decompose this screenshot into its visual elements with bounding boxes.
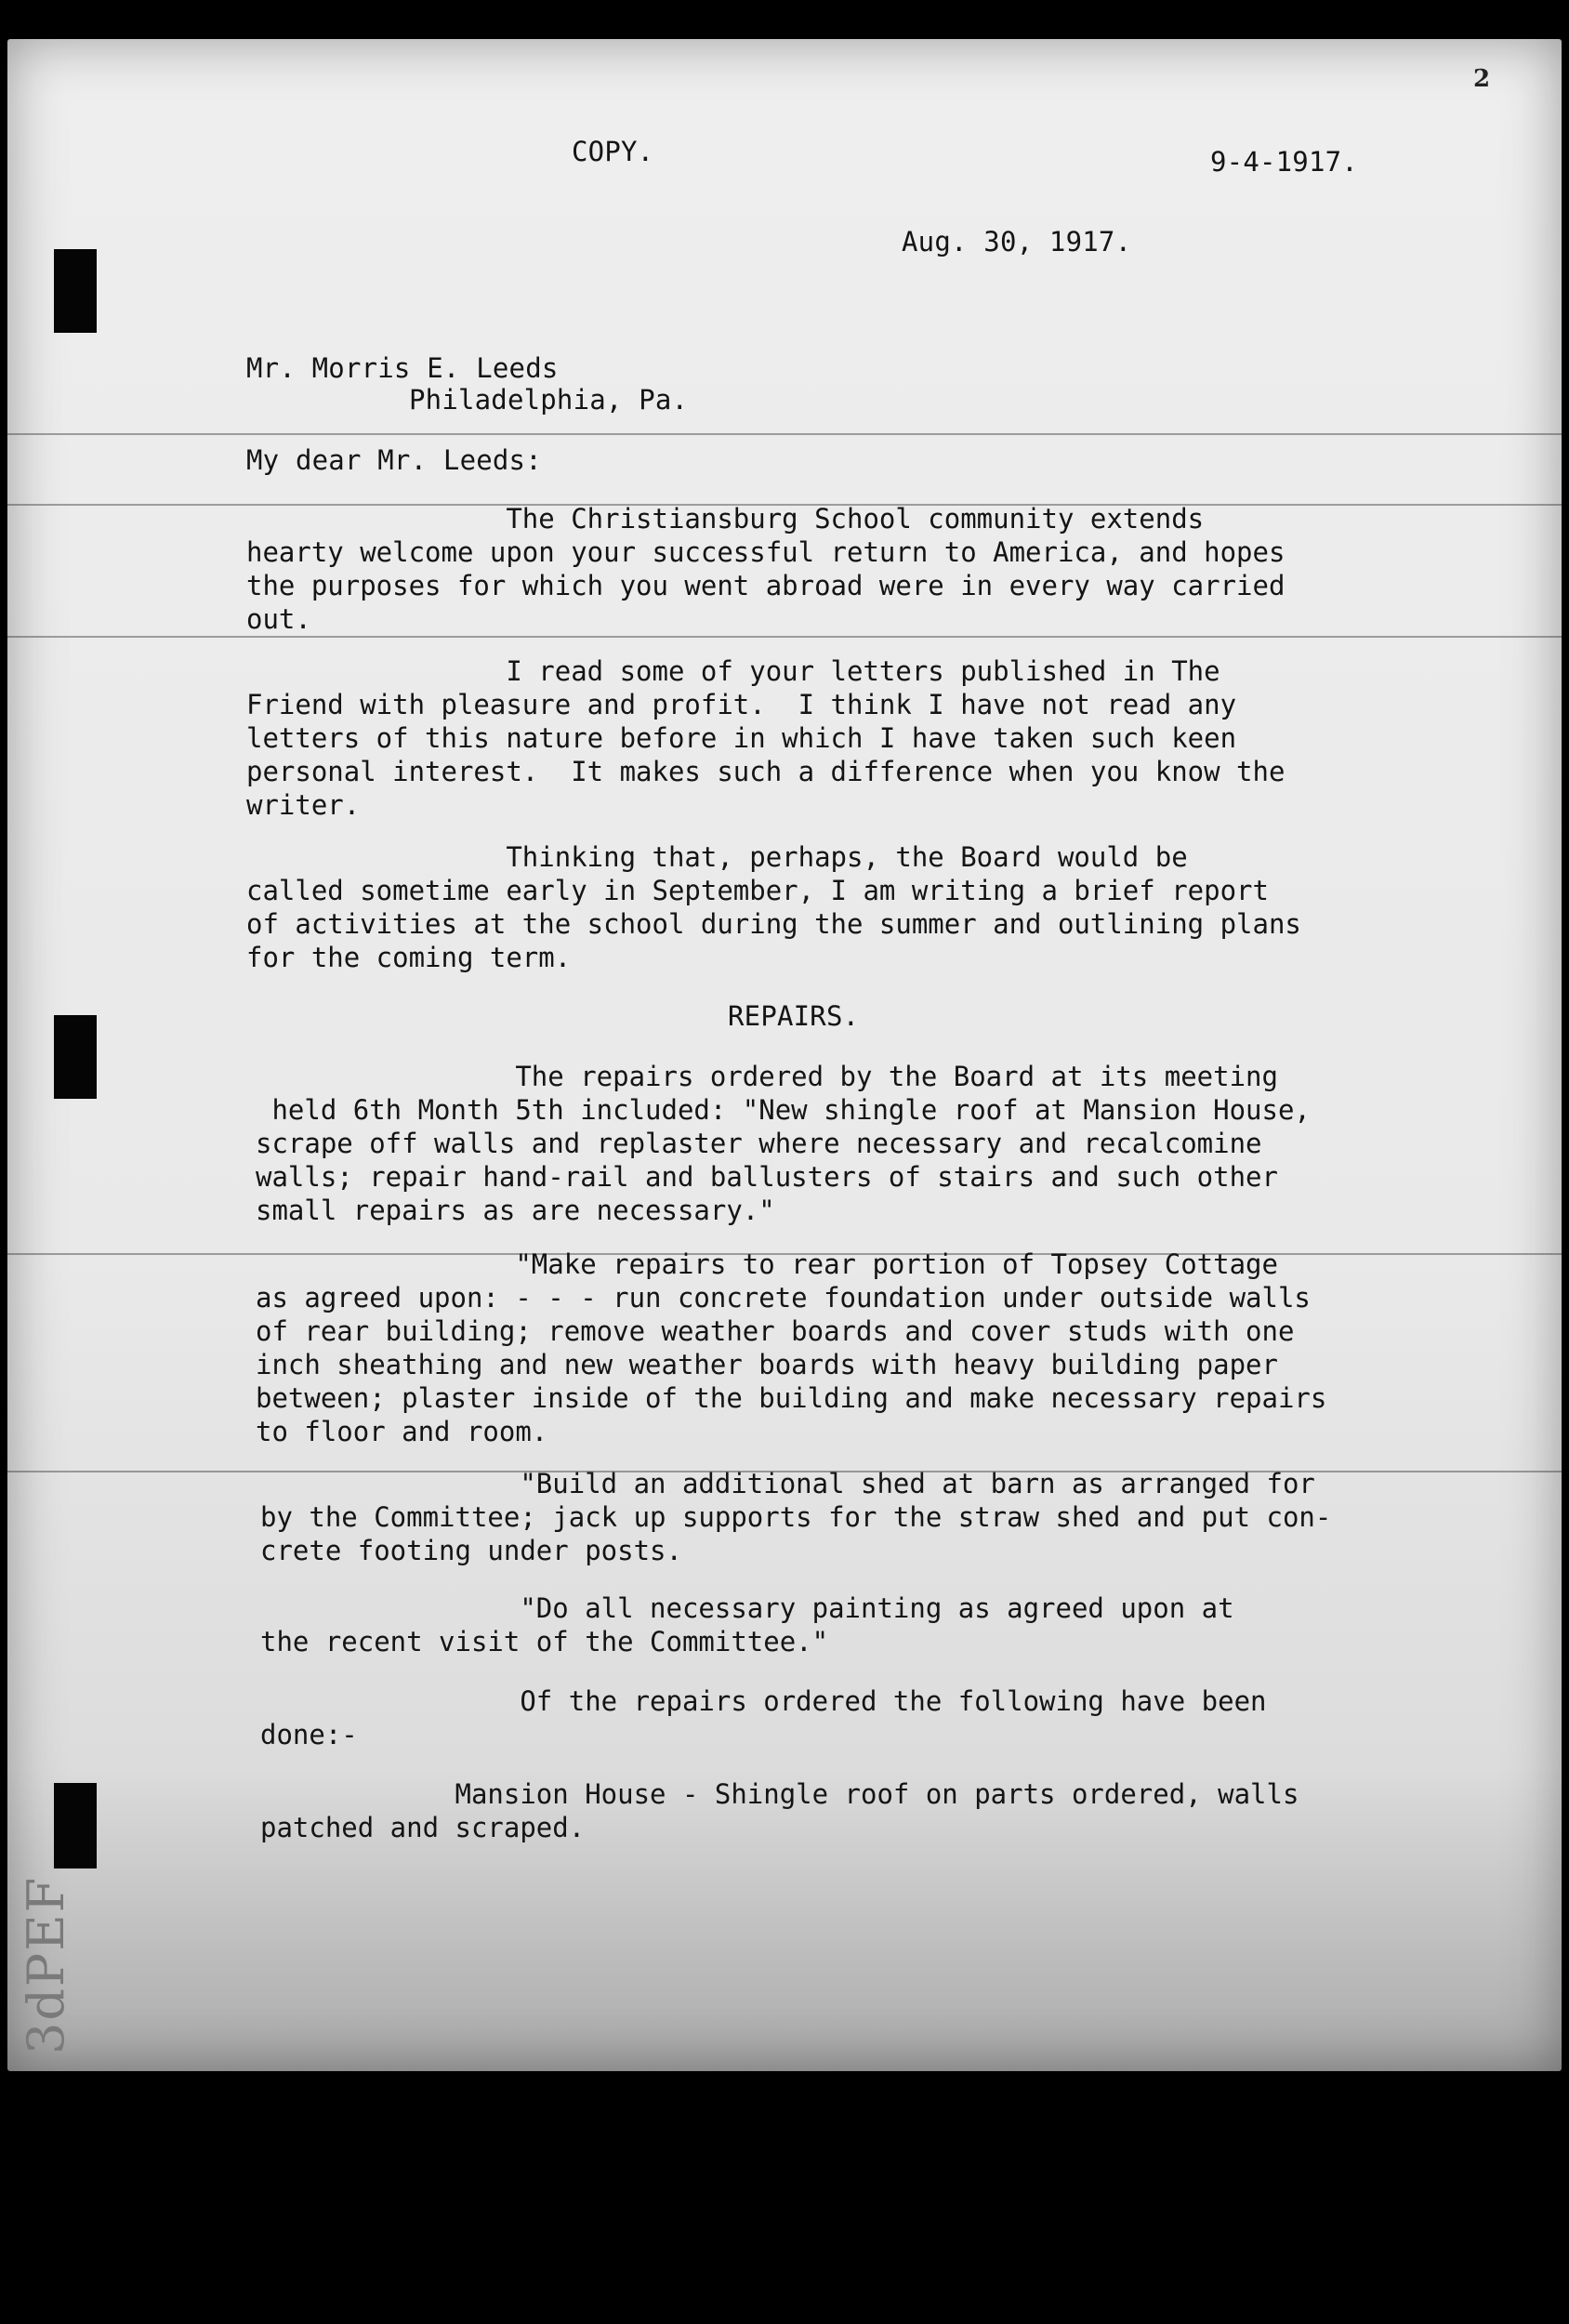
text-line: of activities at the school during the summer and outlining plans (246, 908, 1301, 940)
text-line: "Build an additional shed at barn as arranged for (260, 1468, 1315, 1499)
text-line: "Do all necessary painting as agreed upon at (260, 1592, 1234, 1624)
text-line: inch sheathing and new weather boards with heavy building paper (256, 1349, 1278, 1380)
text-line: called sometime early in September, I am writing a brief report (246, 875, 1269, 906)
text-line: between; plaster inside of the building and make necessary repairs (256, 1382, 1327, 1414)
paragraph-letters (246, 654, 1566, 822)
text-line: held 6th Month 5th included: "New shingle roof at Mansion House, (256, 1094, 1311, 1126)
text-line: small repairs as are necessary." (256, 1195, 775, 1226)
text-line: patched and scraped. (260, 1812, 586, 1843)
text-line: "Make repairs to rear portion of Topsey Cottage (256, 1248, 1278, 1280)
received-date: 9-4-1917. (1210, 146, 1358, 178)
salutation: My dear Mr. Leeds: (246, 444, 542, 476)
text-line: for the coming term. (246, 942, 572, 973)
paragraph-mansion-house (260, 1777, 1569, 1844)
text-line: Mansion House - Shingle roof on parts ordered, walls (260, 1778, 1299, 1810)
text-line: done:- (260, 1719, 358, 1750)
text-line: hearty welcome upon your successful return to America, and hopes (246, 536, 1286, 568)
page-number: 2 (1473, 65, 1491, 93)
document-page (7, 39, 1562, 2071)
paragraph-report (246, 840, 1566, 974)
text-line: personal interest. It makes such a difference when you know the (246, 756, 1286, 787)
text-line: writer. (246, 789, 361, 821)
text-line: the purposes for which you went abroad were in every way carried (246, 570, 1286, 601)
section-heading: REPAIRS. (728, 1000, 860, 1032)
paragraph-repairs-ordered (256, 1060, 1569, 1227)
archive-stamp: 3dPEF (17, 1875, 75, 2054)
text-line: of rear building; remove weather boards and cover studs with one (256, 1315, 1295, 1347)
text-line: by the Committee; jack up supports for the straw shed and put con- (260, 1501, 1332, 1533)
paragraph-barn-shed (260, 1467, 1569, 1567)
text-line: out. (246, 603, 311, 635)
text-line: Thinking that, perhaps, the Board would be (246, 841, 1188, 873)
text-line: the recent visit of the Committee." (260, 1626, 829, 1657)
text-line: walls; repair hand-rail and ballusters of stairs and such other (256, 1161, 1278, 1193)
copy-label: COPY. (572, 136, 654, 167)
text-line: letters of this nature before in which I have taken such keen (246, 722, 1237, 754)
filing-mark (54, 1783, 97, 1868)
ruling-line (7, 636, 1562, 638)
text-line: scrape off walls and replaster where necessary and recalcomine (256, 1128, 1262, 1159)
text-line: as agreed upon: - - - run concrete foundation under outside walls (256, 1282, 1311, 1314)
paragraph-welcome (246, 502, 1566, 636)
text-line: to floor and room. (256, 1416, 548, 1447)
paragraph-painting (260, 1591, 1569, 1658)
text-line: crete footing under posts. (260, 1535, 682, 1566)
ruling-line (7, 433, 1562, 435)
text-line: I read some of your letters published in The (246, 655, 1220, 687)
text-line: Friend with pleasure and profit. I think I have not read any (246, 689, 1237, 720)
text-line: The repairs ordered by the Board at its meeting (256, 1061, 1278, 1092)
text-line: The Christiansburg School community extends (246, 503, 1205, 535)
recipient-city: Philadelphia, Pa. (409, 384, 689, 416)
recipient-name: Mr. Morris E. Leeds (246, 352, 559, 384)
paragraph-repairs-done (260, 1684, 1569, 1751)
filing-mark (54, 1015, 97, 1099)
paragraph-topsey-cottage (256, 1248, 1569, 1448)
filing-mark (54, 249, 97, 333)
text-line: Of the repairs ordered the following have been (260, 1685, 1267, 1717)
letter-date: Aug. 30, 1917. (902, 226, 1132, 257)
